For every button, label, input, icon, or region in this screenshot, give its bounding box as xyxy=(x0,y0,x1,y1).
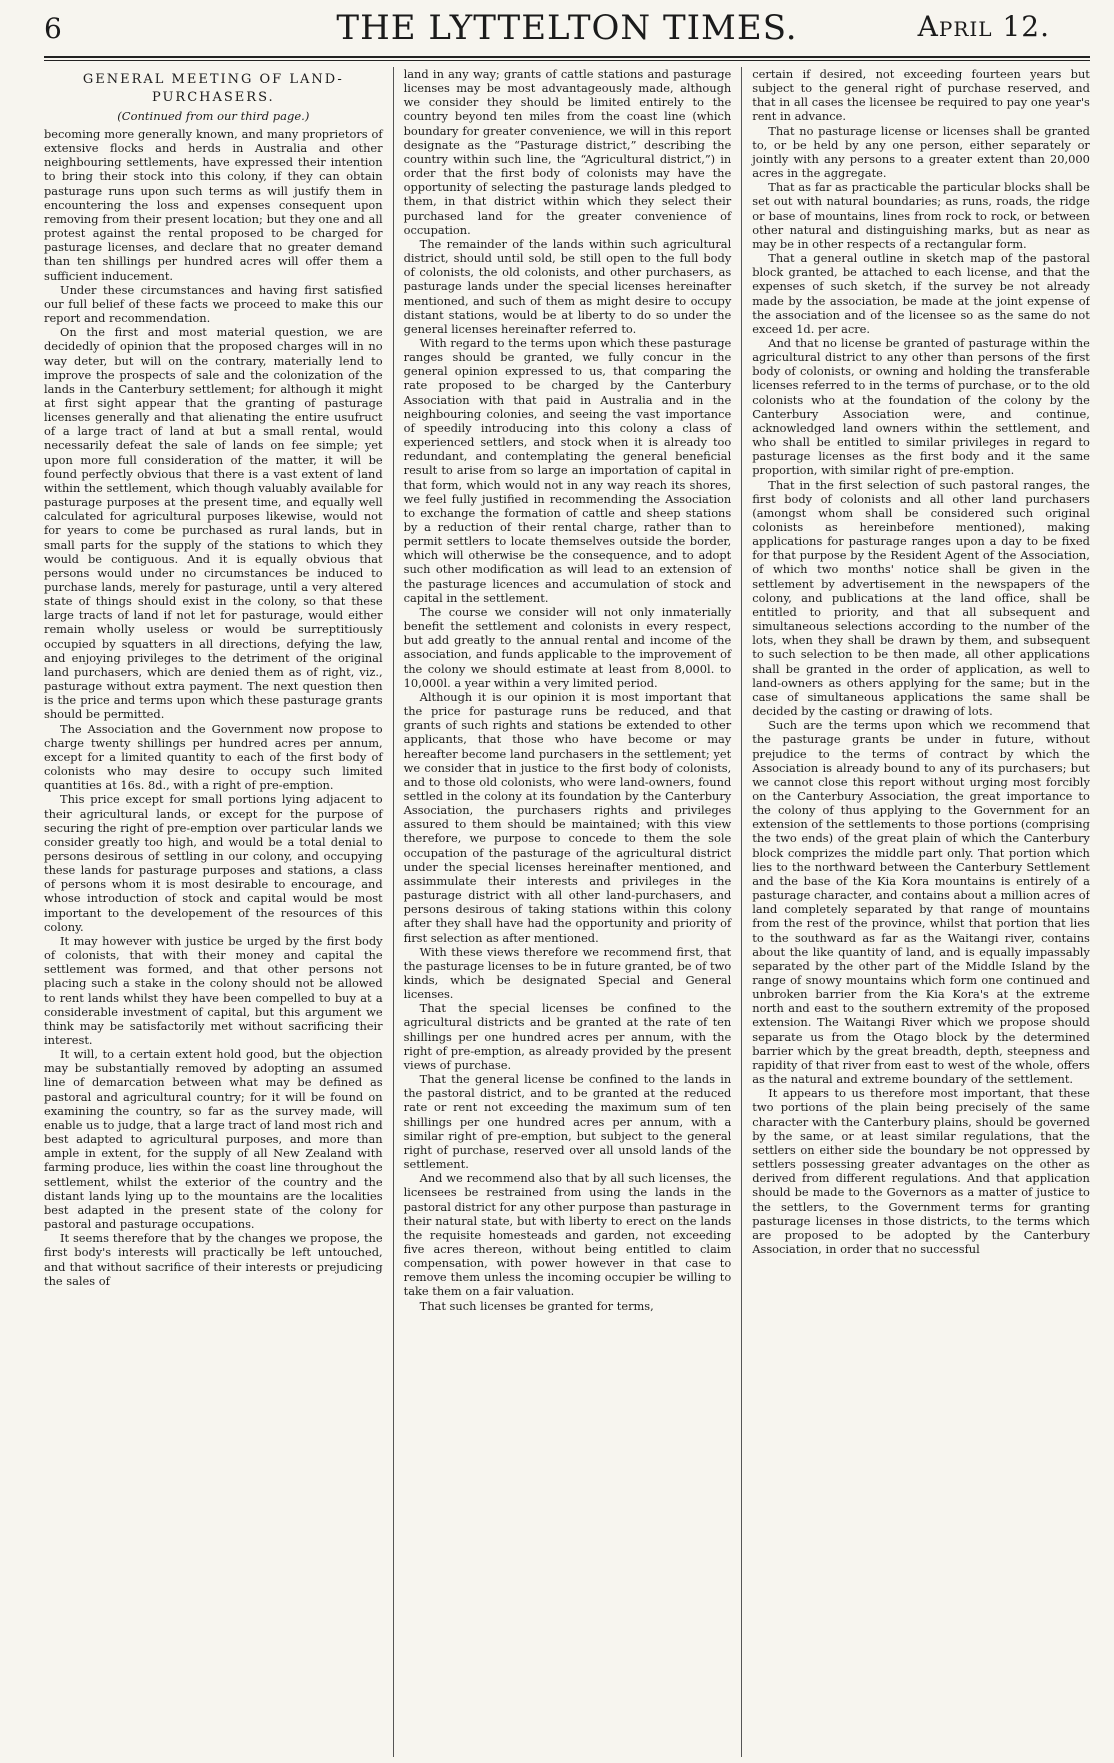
article-paragraph: It appears to us therefore most important, that these two portions of the plain being precisely of the same character with the Canterbury plains, should be governed by the same, or at least similar regulations, that the settlers on either side the boundary be not oppressed by settlers possessing greater advantages on the other as derived from different regulations. And that application should be made to the Governors as a matter of justice to the settlers, to the Government terms for granting pasturage licenses in those districts, to the terms which are proposed to be adopted by the Canterbury Association, in order that no successful xyxy=(752,1086,1090,1256)
article-paragraph: And that no license be granted of pasturage within the agricultural district to any other than persons of the first body of colonists, or owning and holding the transferable licenses referred to in the terms of purchase, or to the old colonists who at the foundation of the colony by the Canterbury Association were, and continue, acknowledged land owners within the settlement, and who shall be entitled to similar privileges in regard to pasturage licenses as the first body and it the same proportion, with similar right of pre-emption. xyxy=(752,335,1090,478)
issue-date: April 12. xyxy=(917,10,1050,43)
article-paragraph: Although it is our opinion it is most important that the price for pasturage runs be reduced, and that grants of such rights and stations be extended to other applicants, that those who have become or may hereafter become land purchasers in the settlement; yet we consider that in justice to the first body of colonists, and to those old colonists, who were land-owners, found settled in the colony at its foundation by the Canterbury Association, the purchasers rights and privileges assured to them should be maintained; with this view therefore, we purpose to concede to them the sole occupation of the pasturage of the agricultural district under the special licenses hereinafter mentioned, and assimmulate their interests and privileges in the pasturage district with all other land-purchasers, and persons desirous of taking stations within this colony after they shall have had the opportunity and priority of first selection as after mentioned. xyxy=(403,689,732,945)
article-paragraph: That the special licenses be confined to the agricultural districts and be granted at the rate of ten shillings per one hundred acres per annum, with the right of pre-emption, as already provided by the present views of purchase. xyxy=(403,1001,732,1072)
masthead-rule xyxy=(44,56,1090,61)
article-columns xyxy=(44,67,1090,1757)
article-heading: GENERAL MEETING OF LAND-PURCHASERS. xyxy=(82,72,344,105)
article-paragraph: On the first and most material question, we are decidedly of opinion that the proposed charges will in no way deter, but will on the contrary, materially lend to improve the prospects of sale and the colonization of the lands in the Canterbury settlement; for although it might at first sight appear that the granting of pasturage licenses generally and that alienating the entire usufruct of a large tract of land at but a small rental, would necessarily defeat the sale of lands on fee simple; yet upon more full consideration of the matter, it will be found perfectly obvious that there is a vast extent of land within the settlement, which though valuably available for pasturage purposes at the present time, and equally well calculated for agricultural purposes likewise, would not for years to come be purchased as rural lands, but in small parts for the supply of the stations to which they would be contiguous. And it is equally obvious that persons would under no circumstances be induced to purchase lands, merely for pasturage, until a very altered state of things should exist in the colony, so that these large tracts of land if not let for pasturage, would either remain wholly useless or would be surreptitiously occupied by squatters in all directions, defying the law, and enjoying privileges to the detriment of the original land purchasers, which are denied them as of right, viz., pasturage without extra payment. The next question then is the price and terms upon which these pasturage grants should be permitted. xyxy=(44,325,383,722)
column-1-text xyxy=(44,127,383,1288)
article-paragraph: The course we consider will not only inmaterially benefit the settlement and colonists in every respect, but add greatly to the annual rental and income of the association, and funds applicable to the improvement of the colony we should estimate at least from 8,000l. to 10,000l. a year within a very limited period. xyxy=(403,604,732,690)
article-paragraph: And we recommend also that by all such licenses, the licensees be restrained from using the lands in the pastoral district for any other purpose than pasturage in their natural state, but with liberty to erect on the lands the requisite homesteads and garden, not exceeding five acres thereon, without being entitled to claim compensation, with power however in that case to remove them unless the incoming occupier be willing to take them on a fair valuation. xyxy=(403,1171,732,1299)
page-number: 6 xyxy=(44,12,62,45)
article-paragraph: Such are the terms upon which we recommend that the pasturage grants be under in future, without prejudice to the terms of contract by which the Association is already bound to any of its purchasers; but we cannot close this report without urging most forcibly on the Canterbury Association, the great importance to the colony of thus applying to the Government for an extension of the settlements to those portions (comprising the two ends) of the great plain of which the Canterbury block comprizes the middle part only. That portion which lies to the northward between the Canterbury Settlement and the base of the Kia Kora mountains is entirely of a pasturage character, and contains about a million acres of land completely separated by that range of mountains from the rest of the province, whilst that portion that lies to the southward as far as the Waitangi river, contains about the like quantity of land, and is equally impassably separated by the other part of the Middle Island by the range of snowy mountains which form one continued and unbroken barrier from the Kia Kora's at the extreme north and east to the southern extremity of the proposed extension. The Waitangi River which we propose should separate us from the Otago block by the determined barrier which by the great breadth, depth, steepness and rapidity of that river from east to west of the whole, offers as the natural and extreme boundary of the settlement. xyxy=(752,718,1090,1087)
article-paragraph: Under these circumstances and having first satisfied our full belief of these facts we proceed to make this our report and recommendation. xyxy=(44,282,383,326)
article-paragraph: It may however with justice be urged by the first body of colonists, that with their money and capital the settlement was formed, and that other persons not placing such a stake in the colony should not be allowed to rent lands whilst they have been compelled to buy at a considerable investment of capital, but this argument we think may be satisfactorily met without sacrificing their interest. xyxy=(44,933,383,1047)
article-paragraph: It seems therefore that by the changes we propose, the first body's interests will practically be left untouched, and that without sacrifice of their interests or prejudicing the sales of xyxy=(44,1231,383,1288)
article-paragraph: land in any way; grants of cattle stations and pasturage licenses may be most advantageously made, although we consider they should be limited entirely to the country beyond ten miles from the coast line (which boundary for greater convenience, we will in this report designate as the “Pasturage district,” describing the country within such line, the “Agricultural district,”) in order that the first body of colonists may have the opportunity of selecting the pasturage lands pledged to them, in that district within which they select their purchased land for the greater convenience of occupation. xyxy=(403,67,732,237)
article-paragraph: That as far as practicable the particular blocks shall be set out with natural boundaries; as runs, roads, the ridge or base of mountains, lines from rock to rock, or between other natural and distinguishing marks, but as near as may be in other respects of a rectangular form. xyxy=(752,180,1090,251)
column-2 xyxy=(393,67,742,1757)
article-paragraph: That a general outline in sketch map of the pastoral block granted, be attached to each license, and that the expenses of such sketch, if the survey be not already made by the association, be made at the joint expense of the association and of the licensee so as the same do not exceed 1d. per acre. xyxy=(752,251,1090,336)
article-paragraph: It will, to a certain extent hold good, but the objection may be substantially removed by adopting an assumed line of demarcation between what may be defined as pastoral and agricultural country; for it will be found on examining the country, so far as the survey made, will enable us to judge, that a large tract of land most rich and best adapted to agricultural purposes, and more than ample in extent, for the supply of all New Zealand with farming produce, lies within the coast line throughout the settlement, whilst the exterior of the country and the distant lands lying up to the mountains are the localities best adapted in the present state of the colony for pastoral and pasturage occupations. xyxy=(44,1047,383,1232)
continued-note: (Continued from our third page.) xyxy=(117,109,310,123)
article-paragraph: With regard to the terms upon which these pasturage ranges should be granted, we fully concur in the general opinion expressed to us, that comparing the rate proposed to be charged by the Canterbury Association with that paid in Australia and in the neighbouring colonies, and seeing the vast importance of speedily introducing into this colony a class of experienced settlers, and stock when it is already too redundant, and contemplating the general beneficial result to arise from so large an importation of capital in that form, which would not in any way reach its shores, we feel fully justified in recommending the Association to exchange the formation of cattle and sheep stations by a reduction of their rental charge, rather than to permit settlers to locate themselves outside the border, which will otherwise be the consequence, and to adopt such other modification as will lead to an extension of the pasturage licences and accumulation of stock and capital in the settlement. xyxy=(403,335,732,605)
article-paragraph: certain if desired, not exceeding fourteen years but subject to the general right of purchase reserved, and that in all cases the licensee be required to pay one year's rent in advance. xyxy=(752,67,1090,124)
article-paragraph: That the general license be confined to the lands in the pastoral district, and to be granted at the reduced rate or rent not exceeding the maximum sum of ten shillings per one hundred acres per annum, with a similar right of pre-emption, but subject to the general right of purchase, reserved over all unsold lands of the settlement. xyxy=(403,1072,732,1172)
column-2-text xyxy=(404,67,732,1313)
column-3-text xyxy=(752,67,1090,1256)
masthead xyxy=(44,0,1090,56)
article-paragraph: That no pasturage license or licenses shall be granted to, or be held by any one person, either separately or jointly with any persons to a greater extent than 20,000 acres in the aggregate. xyxy=(752,123,1090,181)
article-paragraph: The Association and the Government now propose to charge twenty shillings per hundred acres per annum, except for a limited quantity to each of the first body of colonists who may desire to occupy such limited quantities at 16s. 8d., with a right of pre-emption. xyxy=(44,721,383,793)
article-paragraph: becoming more generally known, and many proprietors of extensive flocks and herds in Australia and other neighbouring settlements, have expressed their intention to bring their stock into this colony, if they can obtain pasturage runs upon such terms as will justify them in encountering the loss and expenses consequent upon removing from their present location; but they one and all protest against the rental proposed to be charged for pasturage licenses, and declare that no greater demand than ten shillings per hundred acres will offer them a sufficient inducement. xyxy=(44,127,383,283)
article-paragraph: With these views therefore we recommend first, that the pasturage licenses to be in future granted, be of two kinds, which be designated Special and General licenses. xyxy=(403,944,732,1002)
article-paragraph: That such licenses be granted for terms, xyxy=(419,1298,654,1313)
article-paragraph: That in the first selection of such pastoral ranges, the first body of colonists and all other land purchasers (amongst whom shall be considered such original colonists as hereinbefore mentioned), making applications for pasturage ranges upon a day to be fixed for that purpose by the Resident Agent of the Association, of which two months' notice shall be given in the settlement by advertisement in the newspapers of the colony, and publications at the land office, shall be entitled to priority, and that all subsequent and simultaneous selections according to the number of the lots, when they shall be drawn by them, and subsequent to such selection to be then made, all other applications shall be granted in the order of application, as well to land-owners as others applying for the same; but in the case of simultaneous applications the same shall be decided by the casting or drawing of lots. xyxy=(752,477,1090,719)
article-paragraph: This price except for small portions lying adjacent to their agricultural lands, or except for the purpose of securing the right of pre-emption over particular lands we consider greatly too high, and would be a total denial to persons desirous of settling in our colony, and occupying these lands for pasturage purposes and stations, a class of persons whom it is most desirable to encourage, and whose introduction of stock and capital would be most important to the developement of the resources of this colony. xyxy=(44,792,383,934)
column-1 xyxy=(44,67,393,1757)
article-paragraph: The remainder of the lands within such agricultural district, should until sold, be still open to the full body of colonists, the old colonists, and other purchasers, as pasturage lands under the special licenses hereinafter mentioned, and such of them as might desire to occupy distant stations, would be at liberty to do so under the general licenses hereinafter referred to. xyxy=(403,236,732,336)
newspaper-title: THE LYTTELTON TIMES. xyxy=(336,8,798,48)
column-3 xyxy=(741,67,1090,1757)
